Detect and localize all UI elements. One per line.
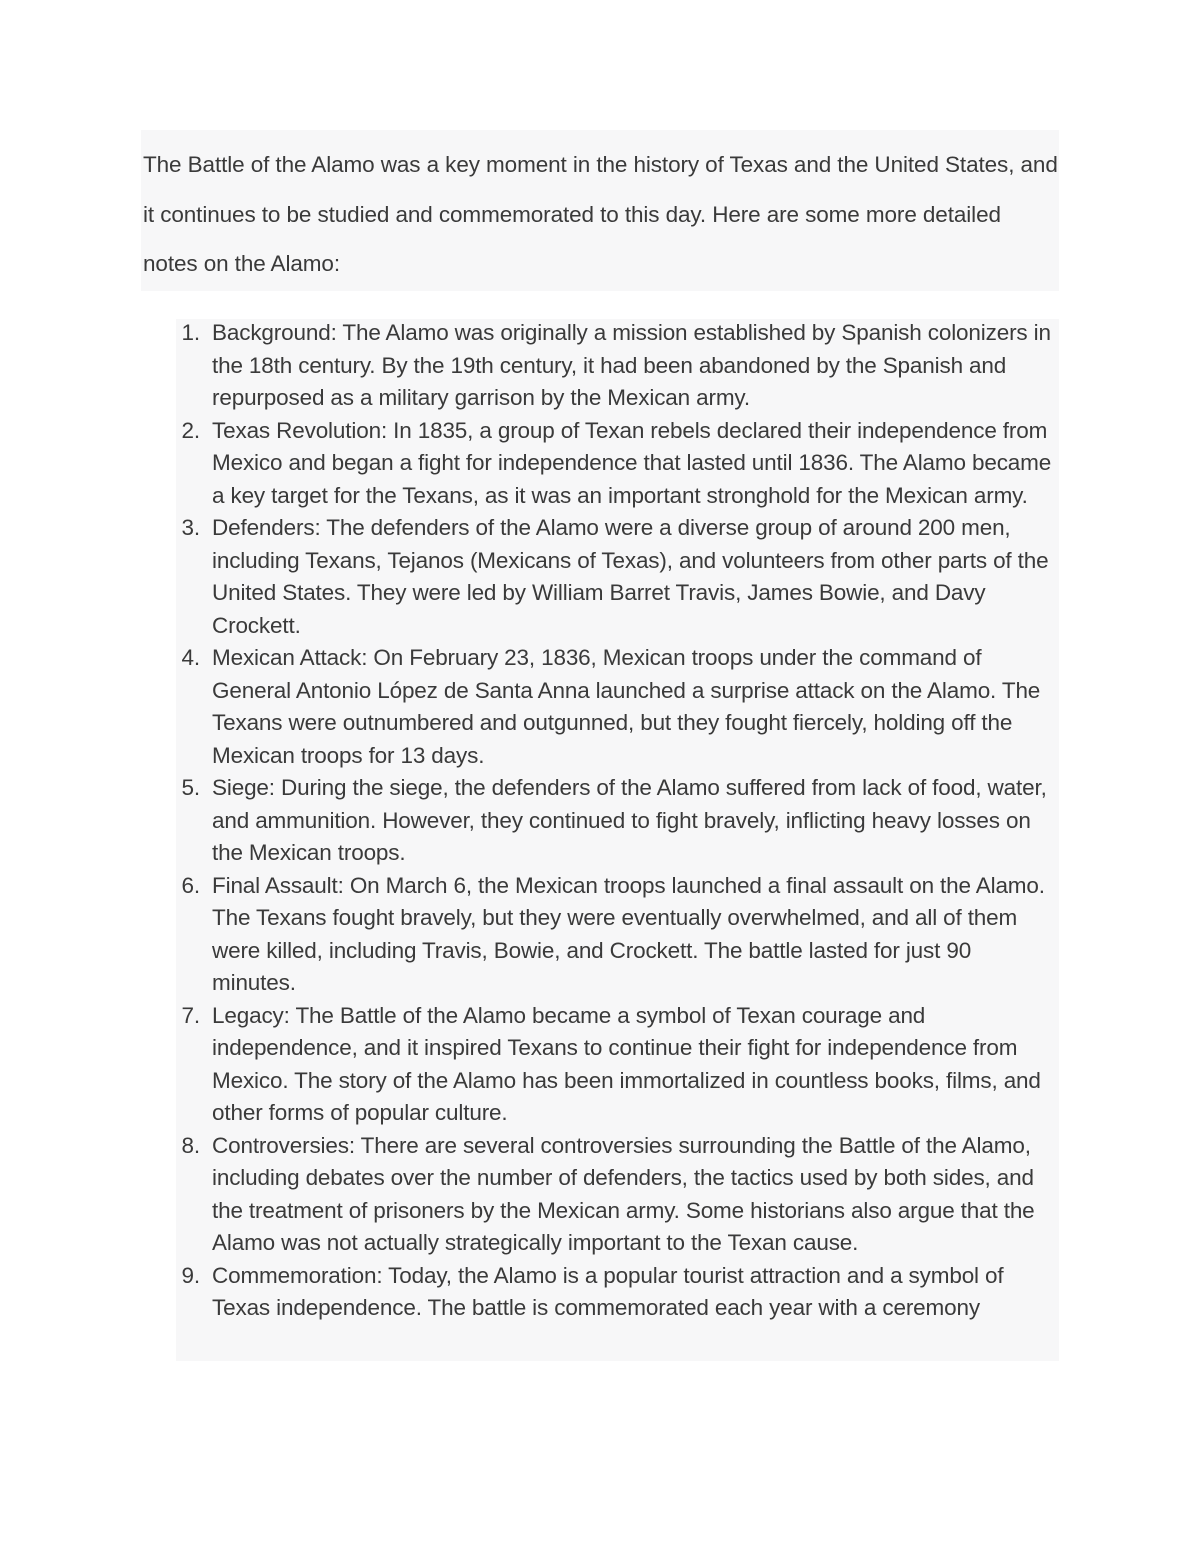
- list-item-number: 7.: [181, 1002, 200, 1028]
- list-item-text: Siege: During the siege, the defenders of the Alamo suffered from lack of food, water, and ammunition. However, they continued to fight bravely, inflicting heavy losses on the Mexican troops.: [212, 775, 1047, 865]
- list-item-number: 2.: [181, 417, 200, 443]
- list-item-text: Texas Revolution: In 1835, a group of Texan rebels declared their independence from Mexico and began a fight for independence that lasted until 1836. The Alamo became a key target for the Texans, as it was an important stronghold for the Mexican army.: [212, 417, 1052, 508]
- list-item: [176, 642, 1059, 772]
- list-item-text: Controversies: There are several controversies surrounding the Battle of the Alamo, including debates over the number of defenders, the tactics used by both sides, and the treatment of prisoners by the Mexican army. Some historians also argue that the Alamo was not actually strategically important to the Texan cause.: [212, 1132, 1035, 1255]
- list-item-text: Final Assault: On March 6, the Mexican troops launched a final assault on the Alamo. The Texans fought bravely, but they were eventually overwhelmed, and all of them were killed, including Travis, Bowie, and Crockett. The battle lasted for just 90 minutes.: [212, 872, 1045, 995]
- list-item-text: Legacy: The Battle of the Alamo became a symbol of Texan courage and independence, and it inspired Texans to continue their fight for independence from Mexico. The story of the Alamo has been immortalized in countless books, films, and other forms of popular culture.: [212, 1002, 1041, 1125]
- notes-list-container: [176, 319, 1059, 1361]
- list-item-number: 4.: [181, 645, 200, 670]
- list-item-number: 5.: [181, 775, 200, 800]
- list-item: [176, 512, 1059, 642]
- list-item: [176, 319, 1059, 415]
- list-item-text: Defenders: The defenders of the Alamo were a diverse group of around 200 men, including Texans, Tejanos (Mexicans of Texas), and volunteers from other parts of the United States. They were led by William Barret Travis, James Bowie, and Davy Crockett.: [212, 515, 1049, 638]
- list-item-number: 3.: [181, 515, 200, 540]
- list-item-text: Mexican Attack: On February 23, 1836, Mexican troops under the command of General Antonio López de Santa Anna launched a surprise attack on the Alamo. The Texans were outnumbered and outgunned, but they fought fiercely, holding off the Mexican troops for 13 days.: [212, 645, 1041, 768]
- intro-paragraph: [141, 130, 1059, 291]
- intro-text: The Battle of the Alamo was a key moment in the history of Texas and the United States, and it continues to be studied and commemorated to this day. Here are some more detailed notes on the Alamo:: [143, 152, 1058, 276]
- notes-list: [176, 319, 1059, 1325]
- list-item: [176, 772, 1059, 870]
- list-item: [176, 870, 1059, 1000]
- list-item: [176, 1130, 1059, 1260]
- list-item-number: 9.: [181, 1262, 200, 1288]
- list-item: [176, 1000, 1059, 1130]
- list-item: [176, 1260, 1059, 1325]
- list-item: [176, 415, 1059, 513]
- list-item-number: 1.: [181, 320, 200, 345]
- list-item-text: Background: The Alamo was originally a mission established by Spanish colonizers in the 18th century. By the 19th century, it had been abandoned by the Spanish and repurposed as a military garrison by the Mexican army.: [212, 320, 1051, 410]
- list-item-number: 8.: [181, 1132, 200, 1158]
- list-item-text: Commemoration: Today, the Alamo is a popular tourist attraction and a symbol of Texas independence. The battle is commemorated each year with a ceremony: [212, 1262, 1004, 1320]
- list-item-number: 6.: [181, 872, 200, 898]
